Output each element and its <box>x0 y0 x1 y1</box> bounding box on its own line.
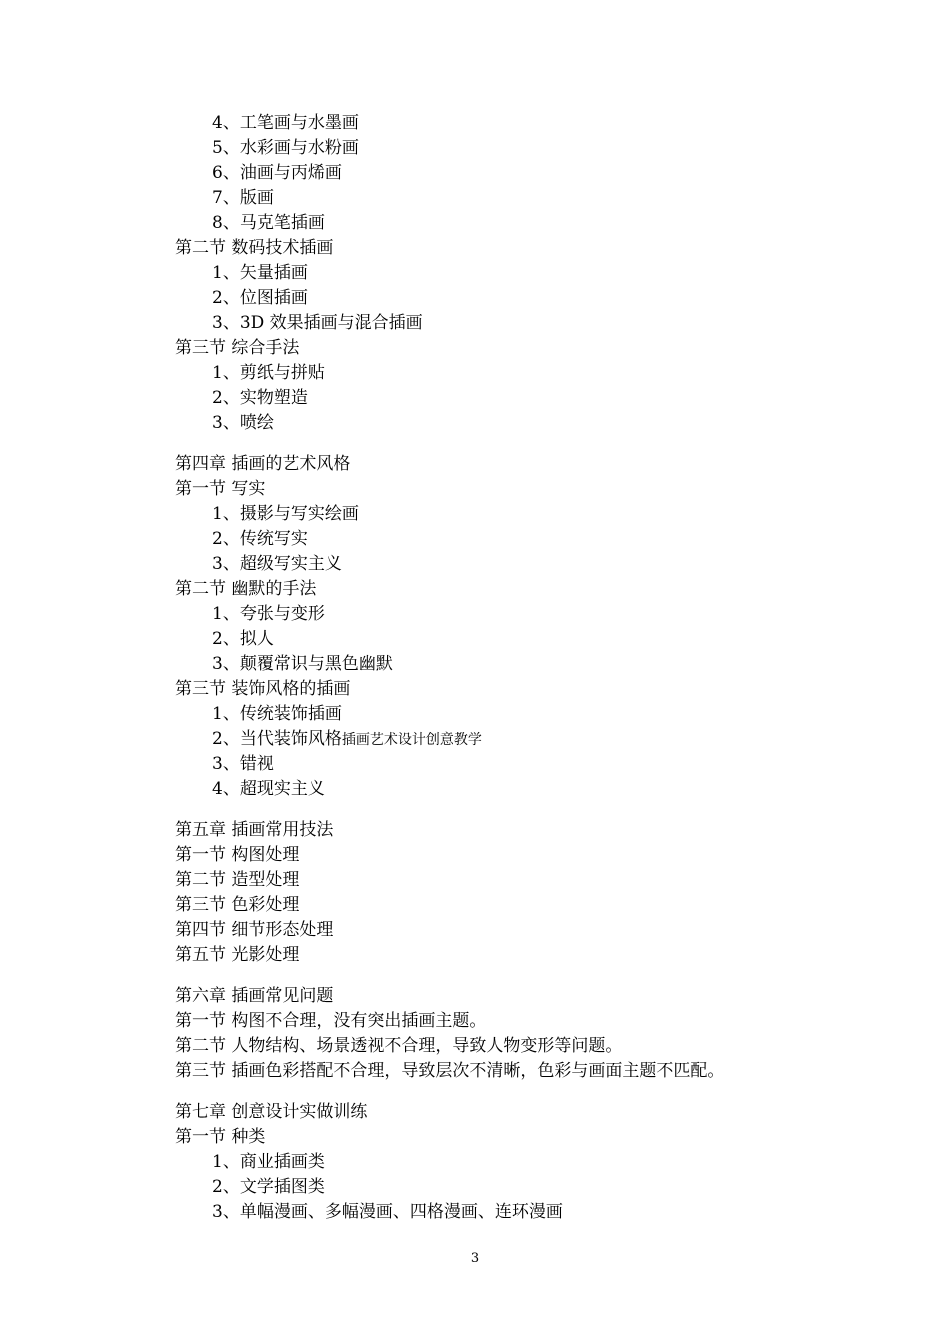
outline-text: 幽默的手法 <box>231 579 317 599</box>
outline-number: 2、 <box>212 388 240 408</box>
outline-number: 1、 <box>212 604 240 624</box>
outline-text: 超现实主义 <box>239 779 325 799</box>
outline-text: 人物结构、场景透视不合理，导致人物变形等问题。 <box>231 1036 623 1056</box>
section-gap <box>175 968 875 984</box>
outline-item <box>175 186 875 211</box>
section-gap <box>175 802 875 818</box>
outline-number: 4、 <box>212 779 240 799</box>
outline-heading <box>175 1100 875 1125</box>
outline-text: 写实 <box>231 479 266 499</box>
outline-text: 构图处理 <box>231 845 300 865</box>
outline-heading <box>175 918 875 943</box>
outline-text: 插画常见问题 <box>231 986 334 1006</box>
section-gap <box>175 1084 875 1100</box>
outline-heading <box>175 1034 875 1059</box>
outline-number: 第一节 <box>175 845 226 865</box>
outline-text: 造型处理 <box>231 870 300 890</box>
section-gap <box>175 436 875 452</box>
outline-heading <box>175 477 875 502</box>
outline-number: 3、 <box>212 313 240 333</box>
outline-text: 商业插画类 <box>239 1152 325 1172</box>
outline-item <box>175 727 875 752</box>
outline-item <box>175 502 875 527</box>
outline-number: 第五节 <box>175 945 226 965</box>
outline-number: 第一节 <box>175 479 226 499</box>
outline-text: 传统写实 <box>239 529 308 549</box>
outline-number: 第五章 <box>175 820 226 840</box>
outline-number: 7、 <box>212 188 240 208</box>
outline-text: 拟人 <box>239 629 274 649</box>
outline-text: 3D 效果插画与混合插画 <box>239 313 423 333</box>
outline-text: 位图插画 <box>239 288 308 308</box>
outline-item <box>175 136 875 161</box>
outline-text: 文学插图类 <box>239 1177 325 1197</box>
outline-text: 传统装饰插画 <box>239 704 342 724</box>
outline-text: 工笔画与水墨画 <box>239 113 359 133</box>
outline-number: 6、 <box>212 163 240 183</box>
outline-text: 光影处理 <box>231 945 300 965</box>
outline-heading <box>175 843 875 868</box>
outline-text: 装饰风格的插画 <box>231 679 351 699</box>
outline-text: 插画色彩搭配不合理，导致层次不清晰，色彩与画面主题不匹配。 <box>231 1061 725 1081</box>
outline-item <box>175 752 875 777</box>
outline-heading <box>175 984 875 1009</box>
outline-item <box>175 261 875 286</box>
outline-number: 第一节 <box>175 1127 226 1147</box>
outline-text: 实物塑造 <box>239 388 308 408</box>
outline-item <box>175 652 875 677</box>
outline-number: 3、 <box>212 413 240 433</box>
outline-heading <box>175 868 875 893</box>
outline-text: 剪纸与拼贴 <box>239 363 325 383</box>
outline-text: 油画与丙烯画 <box>239 163 342 183</box>
outline-number: 第二节 <box>175 238 226 258</box>
outline-heading <box>175 893 875 918</box>
outline-number: 第三节 <box>175 1061 226 1081</box>
outline-heading <box>175 452 875 477</box>
outline-item <box>175 1200 875 1225</box>
outline-number: 第二节 <box>175 1036 226 1056</box>
outline-item <box>175 211 875 236</box>
outline-text: 细节形态处理 <box>231 920 334 940</box>
outline-text: 夸张与变形 <box>239 604 325 624</box>
outline-heading <box>175 677 875 702</box>
outline-number: 2、 <box>212 288 240 308</box>
outline-number: 2、 <box>212 729 240 749</box>
outline-text: 马克笔插画 <box>239 213 325 233</box>
outline-text: 插画常用技法 <box>231 820 334 840</box>
outline-number: 第四节 <box>175 920 226 940</box>
outline-number: 第七章 <box>175 1102 226 1122</box>
outline-item <box>175 311 875 336</box>
outline-heading <box>175 577 875 602</box>
outline-number: 第三节 <box>175 895 226 915</box>
outline-content <box>175 111 875 1225</box>
outline-heading <box>175 1009 875 1034</box>
outline-text: 颠覆常识与黑色幽默 <box>239 654 393 674</box>
outline-number: 第二节 <box>175 870 226 890</box>
outline-text: 数码技术插画 <box>231 238 334 258</box>
outline-text: 色彩处理 <box>231 895 300 915</box>
outline-heading <box>175 336 875 361</box>
outline-item <box>175 1175 875 1200</box>
outline-text: 版画 <box>239 188 274 208</box>
outline-item <box>175 602 875 627</box>
inline-note: 插画艺术设计创意教学 <box>341 732 482 748</box>
outline-item <box>175 552 875 577</box>
outline-item <box>175 702 875 727</box>
outline-text: 摄影与写实绘画 <box>239 504 359 524</box>
outline-text: 创意设计实做训练 <box>231 1102 368 1122</box>
outline-heading <box>175 1059 875 1084</box>
outline-item <box>175 527 875 552</box>
outline-text: 插画的艺术风格 <box>231 454 351 474</box>
outline-text: 超级写实主义 <box>239 554 342 574</box>
outline-number: 第四章 <box>175 454 226 474</box>
outline-heading <box>175 1125 875 1150</box>
page-number: 3 <box>470 1251 480 1266</box>
outline-item <box>175 161 875 186</box>
outline-text: 单幅漫画、多幅漫画、四格漫画、连环漫画 <box>239 1202 563 1222</box>
outline-number: 1、 <box>212 1152 240 1172</box>
outline-number: 5、 <box>212 138 240 158</box>
outline-number: 第三节 <box>175 338 226 358</box>
outline-number: 2、 <box>212 529 240 549</box>
outline-number: 3、 <box>212 1202 240 1222</box>
outline-number: 第三节 <box>175 679 226 699</box>
outline-number: 1、 <box>212 704 240 724</box>
outline-number: 1、 <box>212 263 240 283</box>
outline-number: 3、 <box>212 654 240 674</box>
outline-text: 喷绘 <box>239 413 274 433</box>
outline-item <box>175 411 875 436</box>
outline-text: 综合手法 <box>231 338 300 358</box>
outline-item <box>175 361 875 386</box>
outline-text: 构图不合理，没有突出插画主题。 <box>231 1011 487 1031</box>
outline-number: 第二节 <box>175 579 226 599</box>
outline-heading <box>175 943 875 968</box>
outline-number: 3、 <box>212 754 240 774</box>
outline-text: 矢量插画 <box>239 263 308 283</box>
outline-number: 第一节 <box>175 1011 226 1031</box>
outline-item <box>175 386 875 411</box>
outline-item <box>175 286 875 311</box>
outline-number: 4、 <box>212 113 240 133</box>
outline-number: 3、 <box>212 554 240 574</box>
outline-item <box>175 627 875 652</box>
outline-number: 1、 <box>212 363 240 383</box>
outline-item <box>175 111 875 136</box>
outline-number: 8、 <box>212 213 240 233</box>
outline-item <box>175 1150 875 1175</box>
outline-number: 2、 <box>212 1177 240 1197</box>
outline-heading <box>175 236 875 261</box>
outline-number: 2、 <box>212 629 240 649</box>
outline-text: 水彩画与水粉画 <box>239 138 359 158</box>
outline-text: 种类 <box>231 1127 266 1147</box>
outline-text: 当代装饰风格 <box>239 729 342 749</box>
outline-text: 错视 <box>239 754 274 774</box>
outline-heading <box>175 818 875 843</box>
outline-number: 第六章 <box>175 986 226 1006</box>
outline-number: 1、 <box>212 504 240 524</box>
outline-item <box>175 777 875 802</box>
